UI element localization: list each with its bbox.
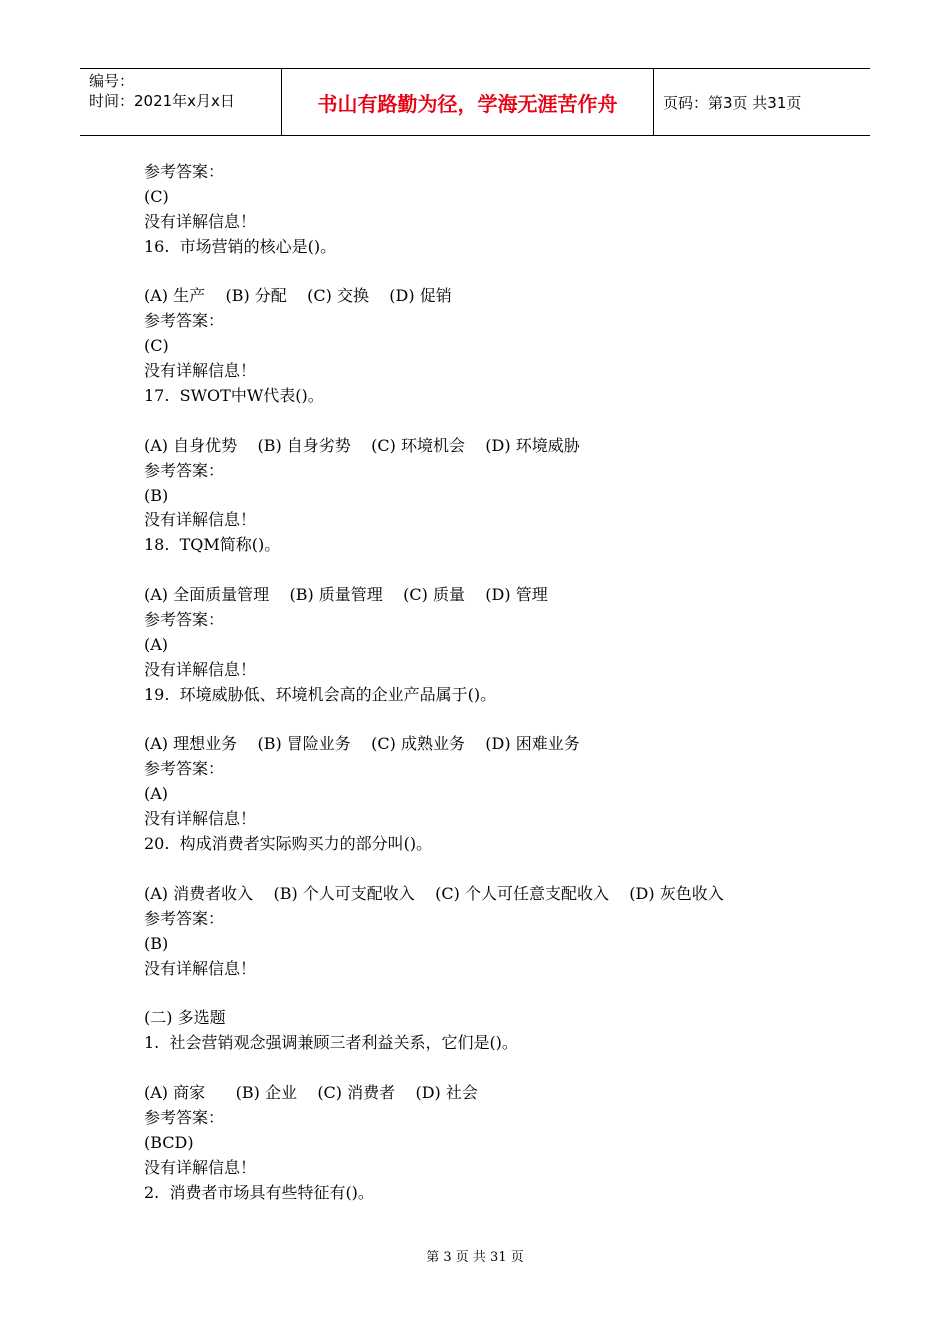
- text-line: 参考答案：: [144, 759, 225, 779]
- footer-page-number: 第 3 页 共 31 页: [426, 1250, 524, 1265]
- text-line: (A) 自身优势 (B) 自身劣势 (C) 环境机会 (D) 环境威胁: [144, 435, 580, 455]
- blank-line: [144, 260, 864, 285]
- blank-line: [144, 981, 864, 1006]
- text-line: 没有详解信息！: [144, 809, 257, 829]
- text-line: (C): [144, 186, 169, 206]
- document-body: [144, 160, 864, 1205]
- text-line: 19. 环境威胁低、环境机会高的企业产品属于()。: [144, 684, 497, 704]
- text-line: 参考答案：: [144, 311, 225, 331]
- text-line: 16. 市场营销的核心是()。: [144, 236, 337, 256]
- text-line: 没有详解信息！: [144, 361, 257, 381]
- text-line: (A) 消费者收入 (B) 个人可支配收入 (C) 个人可任意支配收入 (D) 灰色收入: [144, 883, 724, 903]
- text-line: (A) 商家 (B) 企业 (C) 消费者 (D) 社会: [144, 1082, 478, 1102]
- text-line: 18. TQM简称()。: [144, 535, 281, 555]
- text-line: 没有详解信息！: [144, 510, 257, 530]
- text-line: (A) 理想业务 (B) 冒险业务 (C) 成熟业务 (D) 困难业务: [144, 734, 580, 754]
- text-line: 参考答案：: [144, 460, 225, 480]
- page-header: [80, 68, 870, 136]
- text-line: (A) 全面质量管理 (B) 质量管理 (C) 质量 (D) 管理: [144, 585, 548, 605]
- text-line: 参考答案：: [144, 1107, 225, 1127]
- text-line: (C): [144, 336, 169, 356]
- blank-line: [144, 409, 864, 434]
- text-line: 参考答案：: [144, 162, 225, 181]
- text-line: 2. 消费者市场具有些特征有()。: [144, 1182, 374, 1202]
- text-line: (B): [144, 933, 169, 953]
- text-line: 20. 构成消费者实际购买力的部分叫()。: [144, 834, 433, 854]
- text-line: (二) 多选题: [144, 1008, 226, 1028]
- text-line: (A): [144, 784, 169, 804]
- serial-label: 编号：: [89, 72, 135, 90]
- text-line: 1. 社会营销观念强调兼顾三者利益关系，它们是()。: [144, 1033, 518, 1053]
- text-line: 17. SWOT中W代表()。: [144, 386, 324, 406]
- text-line: (BCD): [144, 1132, 194, 1152]
- date-label: 时间：2021年x月x日: [89, 92, 235, 110]
- text-line: 没有详解信息！: [144, 211, 257, 231]
- text-line: 没有详解信息！: [144, 958, 257, 978]
- header-motto: 书山有路勤为径，学海无涯苦作舟: [282, 69, 654, 135]
- blank-line: [144, 857, 864, 882]
- blank-line: [144, 558, 864, 583]
- text-line: 参考答案：: [144, 908, 225, 928]
- text-line: 没有详解信息！: [144, 1157, 257, 1177]
- text-line: 参考答案：: [144, 610, 225, 630]
- page-footer: [0, 1246, 950, 1265]
- blank-line: [144, 1056, 864, 1081]
- text-line: 没有详解信息！: [144, 659, 257, 679]
- text-line: (B): [144, 485, 169, 505]
- header-meta: [80, 69, 282, 135]
- header-page-info: 页码：第3页 共31页: [663, 93, 802, 112]
- text-line: (A): [144, 634, 169, 654]
- blank-line: [144, 708, 864, 733]
- text-line: (A) 生产 (B) 分配 (C) 交换 (D) 促销: [144, 286, 452, 306]
